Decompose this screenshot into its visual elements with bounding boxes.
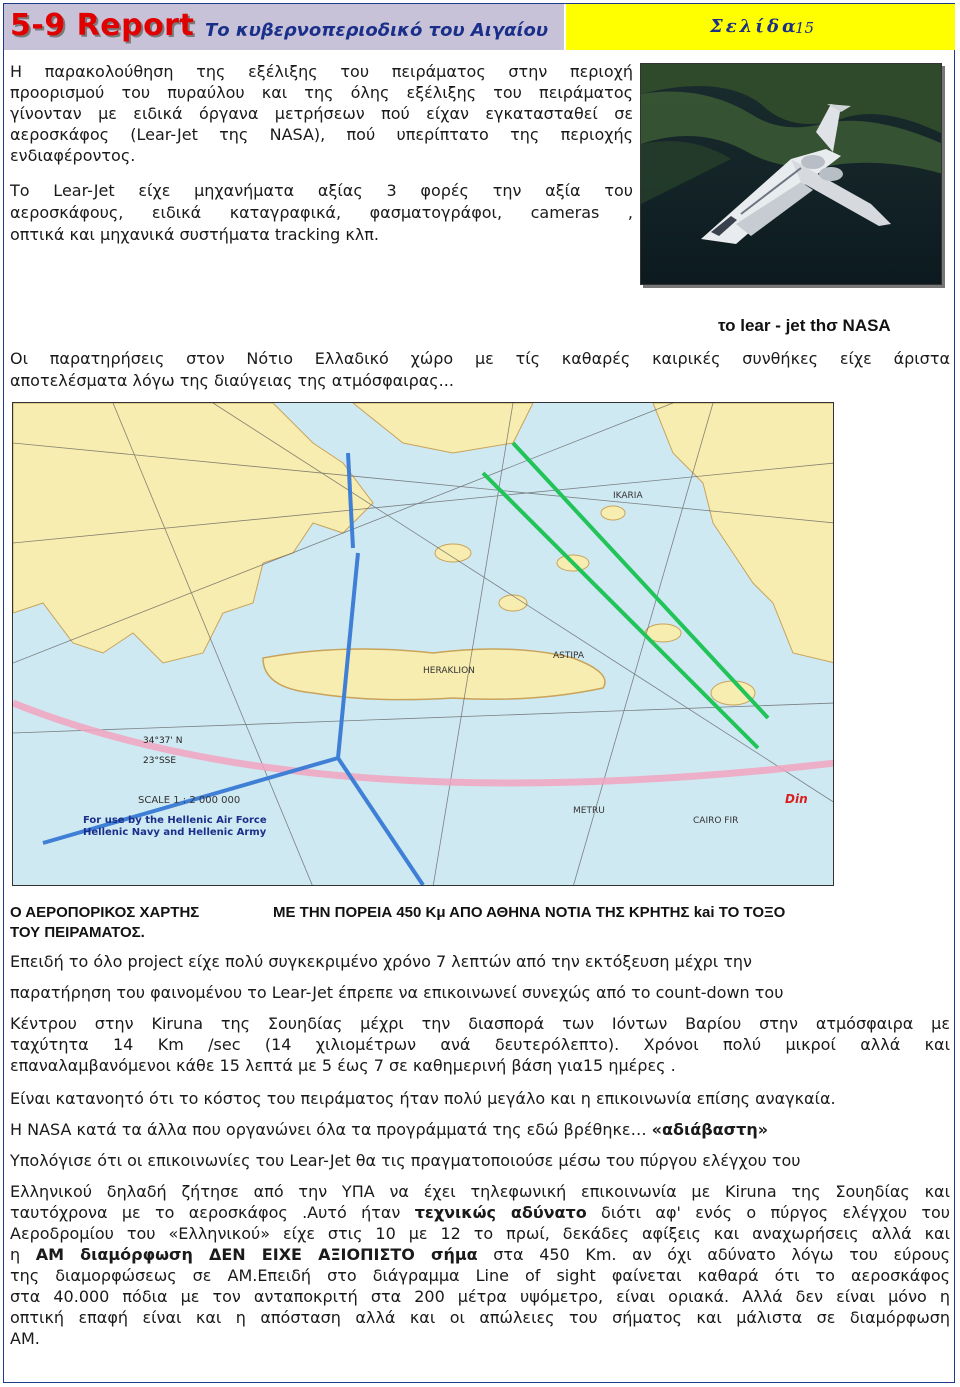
lear-jet-illustration	[641, 64, 942, 285]
map-illustration	[13, 403, 834, 886]
text-line: Οι παρατηρήσεις στον Νότιο Ελλαδικό χώρο με τίς καθαρές καιρικές συνθήκες είχε άριστα	[10, 349, 950, 368]
map-label-coord: 34°37' N	[143, 736, 183, 746]
text-line: αεροσκάφους, ειδικά καταγραφικά, φασματογράφοι, cameras ,	[10, 203, 633, 222]
svg-text:IKARIA: IKARIA	[613, 491, 643, 501]
map-label-use2: Hellenic Navy and Hellenic Army	[83, 827, 267, 838]
brand-title: 5-9 Report	[10, 8, 195, 43]
map-label-cairo: CAIRO FIR	[693, 816, 739, 826]
map-label-use1: For use by the Hellenic Air Force	[83, 815, 267, 826]
text-line: Το Lear-Jet είχε μηχανήματα αξίας 3 φορές την αξία του	[10, 181, 633, 200]
text-line: οπτικά και μηχανικά συστήματα tracking κλπ.	[10, 225, 379, 244]
text-line: ενδιαφέροντος.	[10, 146, 136, 165]
map-label-metru: METRU	[573, 806, 605, 816]
text-line: στα 40.000 πόδια με τον ανταποκριτή στα 200 μέτρα υψόμετρο, είναι οριακά. Αλλά δεν είναι μόνο η	[10, 1287, 950, 1306]
text-line: ταχύτητα 14 Km /sec (14 χιλιομέτρων ανά δευτερόλεπτο). Χρόνοι πολύ μικροί αλλά και	[10, 1035, 950, 1054]
text-line: της διαμορφώσεως σε ΑΜ.Επειδή στο διάγραμμα Line of sight φαίνεται καθαρά ότι το αεροσκάφος	[10, 1266, 950, 1285]
observation-paragraph	[10, 348, 950, 392]
body-line-4: Είναι κατανοητό ότι το κόστος του πειράματος ήταν πολύ μεγάλο και η επικοινωνία επίσης αναγκαία.	[10, 1089, 836, 1108]
body-line-5-text: Η NASA κατά τα άλλα που οργανώνει όλα τα προγράμματά της εδώ βρέθηκε…	[10, 1120, 652, 1139]
intro-paragraph-2	[10, 180, 633, 246]
body-line-5	[10, 1119, 950, 1140]
svg-text:HERAKLION: HERAKLION	[423, 666, 475, 676]
text-emphasis: ΑΜ διαμόρφωση ΔΕΝ ΕΙΧΕ ΑΞΙΟΠΙΣΤΟ σήμα	[35, 1245, 478, 1264]
text-line: Αεροδρομίου του «Ελληνικού» είχε στις 10 με 12 το πρωί, δεκάδες αφίξεις και αναχωρήσεις αλλά και	[10, 1224, 950, 1243]
text-line: γίνονταν με ειδικά όργανα μετρήσεων πού είχαν εγκατασταθεί σε	[10, 104, 633, 123]
text-line: αεροσκάφος (Lear-Jet της NASA), πού υπερίπτατο της περιοχής	[10, 125, 633, 144]
text-run: ταυτόχρονα με το αεροσκάφος .Αυτό ήταν	[10, 1203, 415, 1222]
body-line-2: παρατήρηση του φαινομένου το Lear-Jet έπρεπε να επικοινωνεί συνεχώς από το count-down του	[10, 983, 784, 1002]
text-run: η	[10, 1245, 36, 1264]
page-number: 15	[795, 19, 815, 37]
text-line: Κέντρου στην Kiruna της Σουηδίας μέχρι την διασπορά των Ιόντων Βαρίου στην ατμόσφαιρα με	[10, 1014, 950, 1033]
map-label-din: Din	[785, 792, 808, 806]
text-line: οπτική επαφή είναι και η απόσταση αλλά και οι απώλειες του σήματος και μάλιστα σε διαμόρφωση	[10, 1308, 950, 1327]
body-line-6: Υπολόγισε ότι οι επικοινωνίες του Lear-Jet θα τις πραγματοποιούσε μέσω του πύργου ελέγχου του	[10, 1151, 801, 1170]
text-line: Η παρακολούθηση της εξέλιξης του πειράματος στην περιοχή	[10, 62, 633, 81]
map-label-sse: 23°SSE	[143, 756, 177, 766]
text-line	[10, 1244, 950, 1265]
map-caption-right: ΜΕ ΤΗΝ ΠΟΡΕΙΑ 450 Κμ ΑΠΟ ΑΘΗΝΑ ΝΟΤΙΑ ΤΗΣ ΚΡΗΤΗΣ kai ΤΟ ΤΟΞΟ	[273, 904, 786, 921]
page-label: Σελίδα	[710, 16, 799, 37]
text-line: προορισμού του πυραύλου και της όλης εξέλιξης του πειράματος	[10, 83, 633, 102]
text-line	[10, 1202, 950, 1223]
text-line: επαναλαμβανόμενοι κάθε 15 λεπτά με 5 έως 7 σε καθημερινή βάση για15 ημέρες .	[10, 1056, 676, 1075]
map-caption	[10, 903, 950, 943]
body-paragraph-7	[10, 1181, 950, 1349]
text-run: στα 450 Km. αν όχι αδύνατο λόγω του εύρους	[477, 1245, 950, 1264]
map-caption-left: Ο ΑΕΡΟΠΟΡΙΚΟΣ ΧΑΡΤΗΣ	[10, 904, 200, 921]
svg-text:ASTIPA: ASTIPA	[553, 651, 585, 661]
text-run: διότι αφ' ενός ο πύργος ελέγχου του	[586, 1203, 951, 1222]
intro-paragraph-1	[10, 61, 633, 166]
text-line: αποτελέσματα λόγω της διαύγειας της ατμόσφαιρας...	[10, 371, 454, 390]
text-emphasis: τεχνικώς αδύνατο	[414, 1203, 587, 1222]
text-line: Ελληνικού δηλαδή ζήτησε από την ΥΠΑ να έχει τηλεφωνική επικοινωνία με Kiruna της Σουηδίας και	[10, 1182, 950, 1201]
photo-caption: το lear - jet thσ NASA	[718, 316, 891, 335]
body-paragraph-3	[10, 1013, 950, 1076]
aeronautical-map	[12, 402, 834, 886]
body-line-1: Επειδή το όλο project είχε πολύ συγκεκριμένο χρόνο 7 λεπτών από την εκτόξευση μέχρι την	[10, 952, 752, 971]
magazine-subtitle: Το κυβερνοπεριοδικό του Αιγαίου	[205, 20, 548, 41]
text-line: ΑΜ.	[10, 1329, 40, 1348]
map-label-scale: SCALE 1 : 2 000 000	[138, 795, 241, 806]
lear-jet-photo	[640, 63, 942, 285]
map-caption-line2: ΤΟΥ ΠΕΙΡΑΜΑΤΟΣ.	[10, 924, 145, 941]
body-line-5-emphasis: «αδιάβαστη»	[651, 1120, 769, 1139]
